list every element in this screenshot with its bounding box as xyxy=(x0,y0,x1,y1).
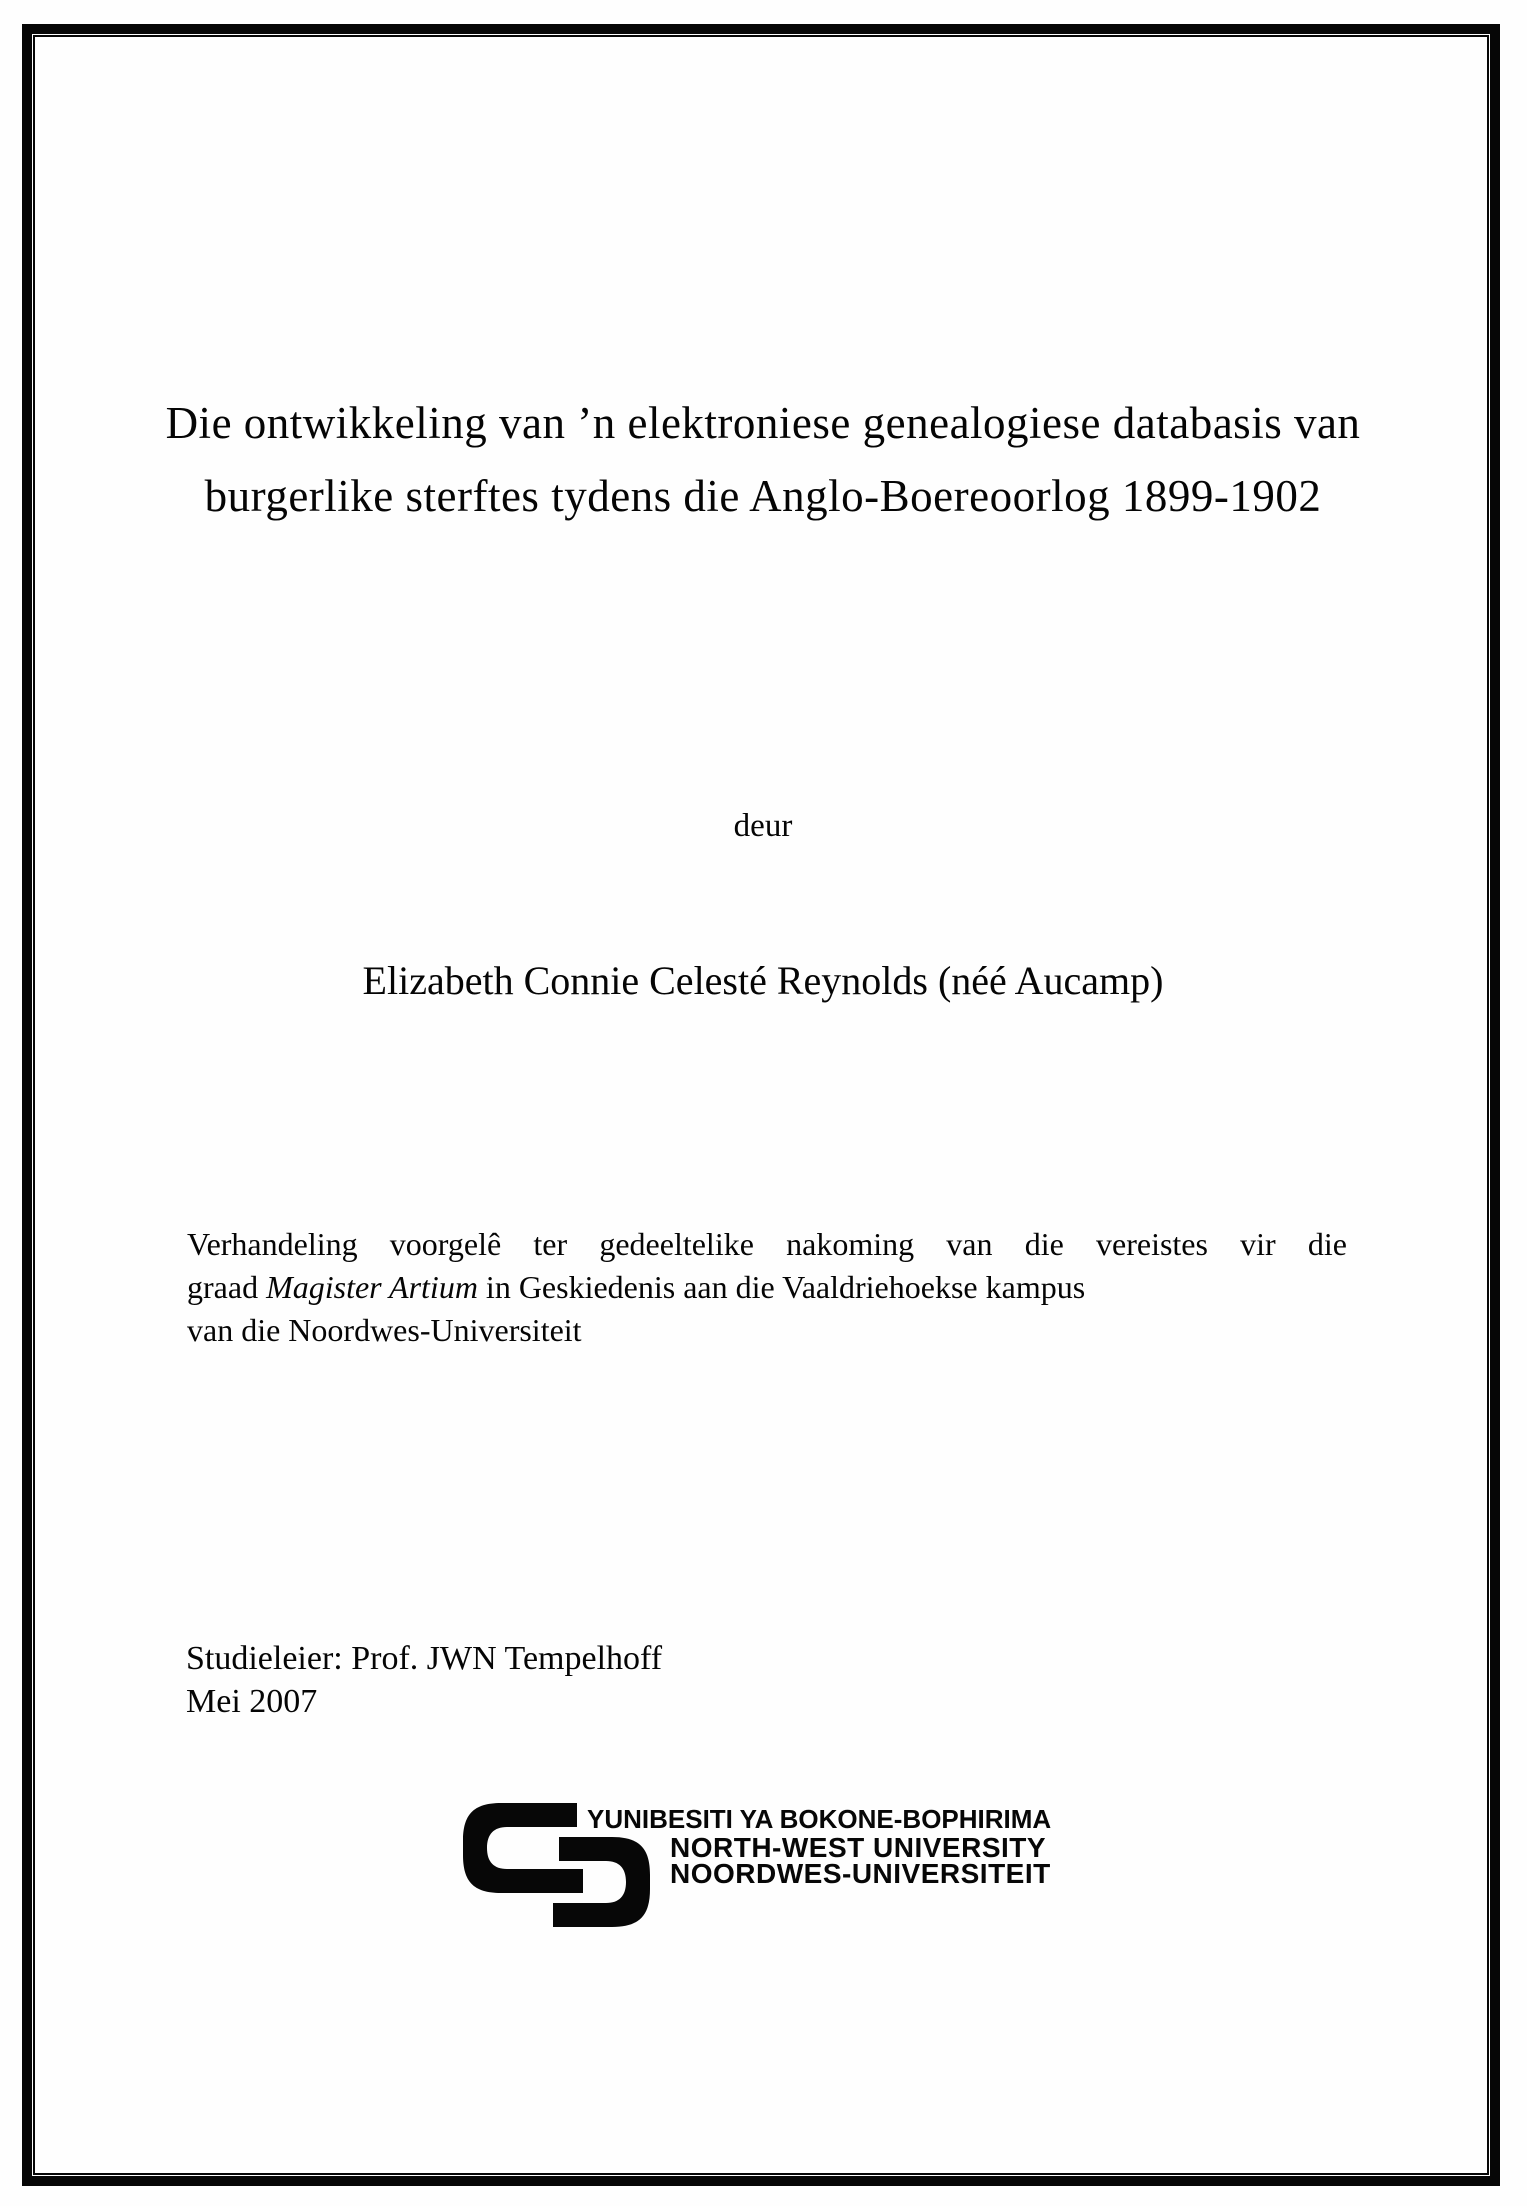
degree-statement-line3: van die Noordwes-Universiteit xyxy=(187,1312,582,1348)
logo-text-afrikaans: NOORDWES-UNIVERSITEIT xyxy=(670,1858,1051,1889)
byline-label: deur xyxy=(733,808,793,844)
university-logo xyxy=(463,1803,1083,1933)
date-line: Mei 2007 xyxy=(186,1683,318,1720)
degree-statement-line2-prefix: graad xyxy=(187,1269,267,1305)
logo-text-setswana: YUNIBESITI YA BOKONE-BOPHIRIMA xyxy=(587,1804,1052,1834)
supervisor-line: Studieleier: Prof. JWN Tempelhoff xyxy=(186,1640,663,1677)
thesis-title-line2: burgerlike sterftes tydens die Anglo-Boereoorlog 1899-1902 xyxy=(204,471,1322,521)
thesis-title-line1: Die ontwikkeling van ’n elektroniese genealogiese databasis van xyxy=(165,398,1361,448)
thesis-title xyxy=(36,387,1490,533)
degree-title-italic: Magister Artium xyxy=(266,1269,478,1305)
supervisor-block xyxy=(186,1637,662,1723)
degree-statement-line1: Verhandeling voorgelê ter gedeeltelike nakoming van die vereistes vir die xyxy=(187,1226,1347,1262)
degree-statement-line2 xyxy=(187,1266,1347,1309)
degree-statement xyxy=(187,1223,1347,1352)
logo-text-english: NORTH-WEST UNIVERSITY xyxy=(670,1832,1047,1863)
degree-statement-line2-suffix: in Geskiedenis aan die Vaaldriehoekse kampus xyxy=(477,1269,1086,1305)
author-name: Elizabeth Connie Celesté Reynolds (néé Aucamp) xyxy=(362,958,1164,1003)
